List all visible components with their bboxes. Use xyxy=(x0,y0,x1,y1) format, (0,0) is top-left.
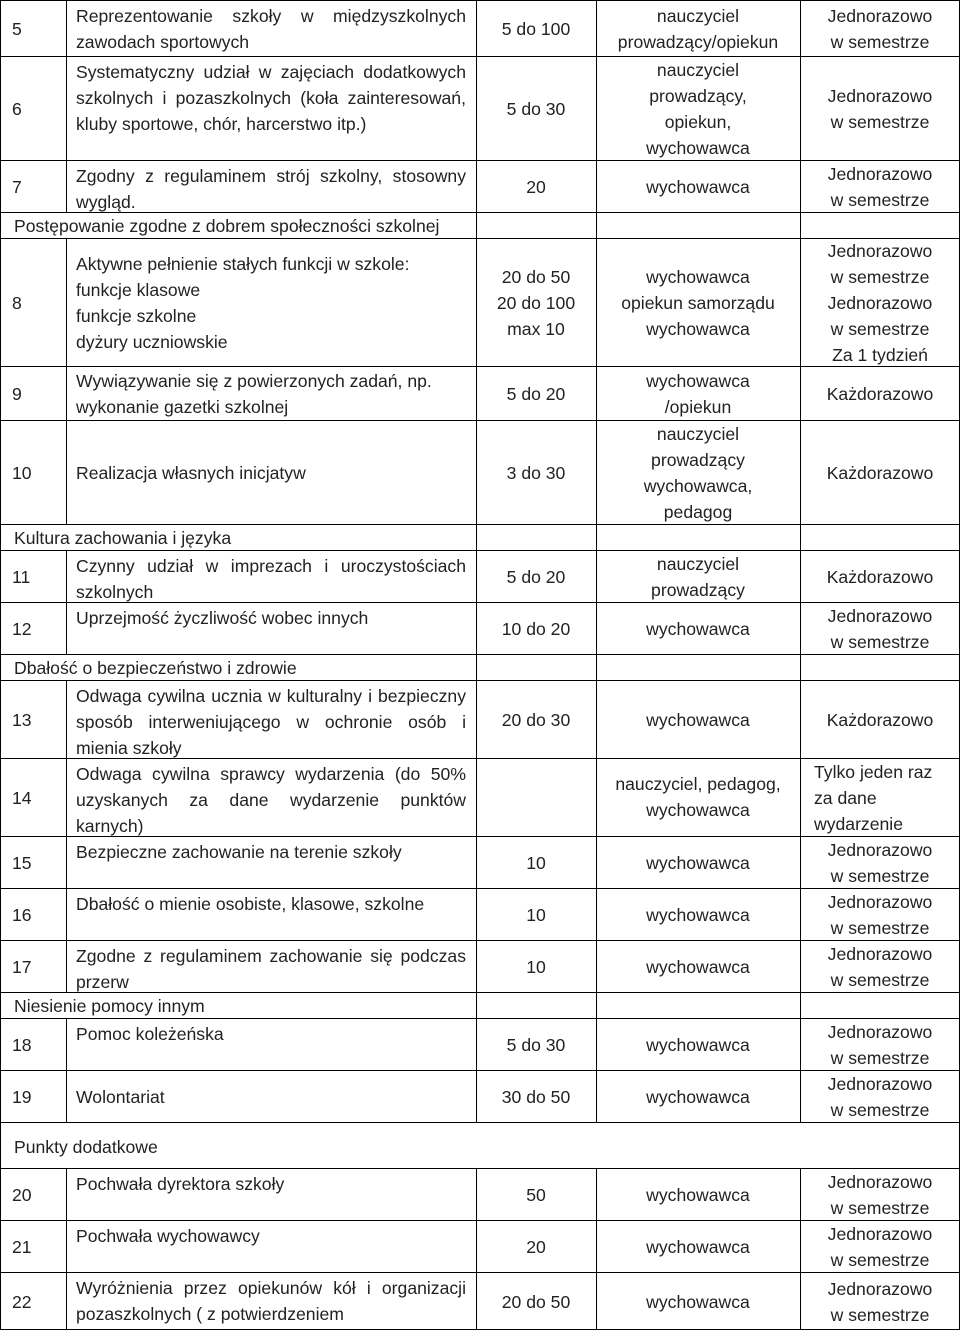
table-row xyxy=(0,160,960,212)
row-description: Reprezentowanie szkoły w międzyszkolnych zawodach sportowych xyxy=(76,6,466,52)
table-row xyxy=(0,940,960,992)
row-description: Wyróżnienia przez opiekunów kół i organizacji pozaszkolnych ( z potwierdzeniem xyxy=(76,1278,466,1324)
row-responsible: nauczyciel prowadzący, opiekun, wychowawca xyxy=(646,59,750,158)
table-row xyxy=(0,420,960,524)
row-number: 8 xyxy=(12,292,22,313)
row-responsible: wychowawca xyxy=(646,1236,750,1257)
table-row xyxy=(0,0,960,56)
row-responsible: wychowawca xyxy=(646,956,750,977)
row-frequency: Jednorazowo w semestrze xyxy=(827,1223,933,1270)
row-points xyxy=(476,759,596,836)
row-points: 20 xyxy=(526,176,546,197)
row-responsible: nauczyciel, pedagog, wychowawca xyxy=(615,774,781,820)
row-points: 5 do 20 xyxy=(506,566,566,587)
row-frequency: Każdorazowo xyxy=(826,462,934,483)
row-responsible: wychowawca opiekun samorządu wychowawca xyxy=(621,266,775,339)
row-points: 20 xyxy=(526,1236,546,1257)
section-title: Niesienie pomocy innym xyxy=(14,995,205,1016)
row-number: 21 xyxy=(12,1236,32,1257)
row-description: Odwaga cywilna sprawcy wydarzenia (do 50% uzyskanych za dane wydarzenie punktów karnych) xyxy=(76,764,466,836)
section-title: Postępowanie zgodne z dobrem społeczności szkolnej xyxy=(14,215,440,236)
row-description: Aktywne pełnienie stałych funkcji w szkole: funkcje klasowe funkcje szkolne dyżury uczniowskie xyxy=(76,253,410,352)
row-responsible: wychowawca xyxy=(646,1184,750,1205)
row-points: 10 xyxy=(526,904,546,925)
table-row xyxy=(0,680,960,758)
row-frequency: Każdorazowo xyxy=(826,383,934,404)
row-description: Pomoc koleżeńska xyxy=(76,1024,224,1044)
row-points: 5 do 30 xyxy=(506,1034,566,1055)
row-responsible: nauczyciel prowadzący/opiekun xyxy=(617,5,779,52)
row-frequency: Jednorazowo w semestrze xyxy=(827,605,933,652)
section-title: Dbałość o bezpieczeństwo i zdrowie xyxy=(14,657,297,678)
row-responsible: wychowawca xyxy=(646,852,750,873)
row-frequency: Jednorazowo w semestrze xyxy=(827,1278,933,1325)
row-frequency: Jednorazowo w semestrze xyxy=(827,891,933,938)
row-responsible: wychowawca xyxy=(646,618,750,639)
row-frequency: Jednorazowo w semestrze xyxy=(827,85,933,132)
table-row xyxy=(0,1070,960,1122)
table-row xyxy=(0,836,960,888)
row-responsible: wychowawca xyxy=(646,1034,750,1055)
row-responsible: wychowawca xyxy=(646,1291,750,1312)
row-description: Uprzejmość życzliwość wobec innych xyxy=(76,608,369,628)
row-description: Wywiązywanie się z powierzonych zadań, np. wykonanie gazetki szkolnej xyxy=(76,370,432,417)
row-frequency: Jednorazowo w semestrze xyxy=(827,5,933,52)
row-description: Realizacja własnych inicjatyw xyxy=(76,462,306,483)
row-points: 20 do 30 xyxy=(501,709,571,730)
row-points: 20 do 50 20 do 100 max 10 xyxy=(496,266,576,339)
row-points: 30 do 50 xyxy=(501,1086,571,1107)
row-responsible: wychowawca xyxy=(646,709,750,730)
row-frequency: Każdorazowo xyxy=(826,566,934,587)
row-frequency: Jednorazowo w semestrze xyxy=(827,943,933,990)
row-number: 13 xyxy=(12,709,32,730)
row-description: Zgodne z regulaminem zachowanie się podczas przerw xyxy=(76,946,466,992)
row-responsible: wychowawca xyxy=(646,176,750,197)
row-number: 6 xyxy=(12,98,22,119)
row-number: 16 xyxy=(12,904,32,925)
row-responsible: wychowawca /opiekun xyxy=(646,370,750,417)
row-description: Dbałość o mienie osobiste, klasowe, szkolne xyxy=(76,894,425,914)
row-number: 17 xyxy=(12,956,32,977)
row-number: 5 xyxy=(12,18,22,39)
table-row xyxy=(0,1272,960,1330)
row-description: Wolontariat xyxy=(76,1086,165,1107)
section-header xyxy=(0,992,960,1018)
section-header xyxy=(0,212,960,238)
row-number: 11 xyxy=(12,566,31,587)
section-title: Kultura zachowania i języka xyxy=(14,527,232,548)
row-points: 10 xyxy=(526,956,546,977)
row-number: 20 xyxy=(12,1184,32,1205)
section-header xyxy=(0,1122,960,1168)
row-responsible: nauczyciel prowadzący xyxy=(651,553,745,600)
table-row xyxy=(0,550,960,602)
table-row xyxy=(0,758,960,836)
row-number: 18 xyxy=(12,1034,32,1055)
table-row xyxy=(0,602,960,654)
table-row xyxy=(0,1018,960,1070)
row-number: 12 xyxy=(12,618,32,639)
row-frequency: Jednorazowo w semestrze xyxy=(827,839,933,886)
table-row xyxy=(0,366,960,420)
section-title: Punkty dodatkowe xyxy=(14,1136,158,1157)
row-description: Odwaga cywilna ucznia w kulturalny i bezpieczny sposób interweniującego w ochronie osób i mienia szkoły xyxy=(76,686,466,758)
row-points: 20 do 50 xyxy=(501,1291,571,1312)
row-frequency: Jednorazowo w semestrze xyxy=(827,1021,933,1068)
row-points: 3 do 30 xyxy=(506,462,566,483)
row-frequency: Tylko jeden raz za dane wydarzenie xyxy=(814,761,933,834)
row-points: 50 xyxy=(526,1184,546,1205)
row-points: 5 do 30 xyxy=(506,98,566,119)
row-number: 7 xyxy=(12,176,22,197)
row-description: Pochwała dyrektora szkoły xyxy=(76,1174,285,1194)
row-number: 14 xyxy=(12,787,32,808)
row-frequency: Jednorazowo w semestrze Jednorazowo w semestrze Za 1 tydzień xyxy=(827,240,933,365)
row-frequency: Jednorazowo w semestrze xyxy=(827,1171,933,1218)
table-row xyxy=(0,56,960,160)
table-row xyxy=(0,1168,960,1220)
row-points: 5 do 100 xyxy=(501,18,571,39)
row-number: 9 xyxy=(12,383,22,404)
row-responsible: wychowawca xyxy=(646,1086,750,1107)
row-points: 10 xyxy=(526,852,546,873)
row-points: 5 do 20 xyxy=(506,383,566,404)
row-number: 19 xyxy=(12,1086,32,1107)
table-row xyxy=(0,888,960,940)
row-responsible: wychowawca xyxy=(646,904,750,925)
row-description: Systematyczny udział w zajęciach dodatkowych szkolnych i pozaszkolnych (koła zainteresowań, kluby sportowe, chór, harcerstwo itp.) xyxy=(76,62,466,134)
table-row xyxy=(0,238,960,366)
row-description: Bezpieczne zachowanie na terenie szkoły xyxy=(76,842,402,862)
section-header xyxy=(0,654,960,680)
row-number: 15 xyxy=(12,852,32,873)
row-number: 10 xyxy=(12,462,32,483)
row-number: 22 xyxy=(12,1291,32,1312)
row-description: Zgodny z regulaminem strój szkolny, stosowny wygląd. xyxy=(76,166,466,212)
row-frequency: Jednorazowo w semestrze xyxy=(827,163,933,210)
row-frequency: Jednorazowo w semestrze xyxy=(827,1073,933,1120)
section-header xyxy=(0,524,960,550)
table-row xyxy=(0,1220,960,1272)
row-points: 10 do 20 xyxy=(501,618,571,639)
row-description: Pochwała wychowawcy xyxy=(76,1226,260,1246)
row-responsible: nauczyciel prowadzący wychowawca, pedagog xyxy=(643,423,753,522)
row-description: Czynny udział w imprezach i uroczystościach szkolnych xyxy=(76,556,466,602)
row-frequency: Każdorazowo xyxy=(826,709,934,730)
